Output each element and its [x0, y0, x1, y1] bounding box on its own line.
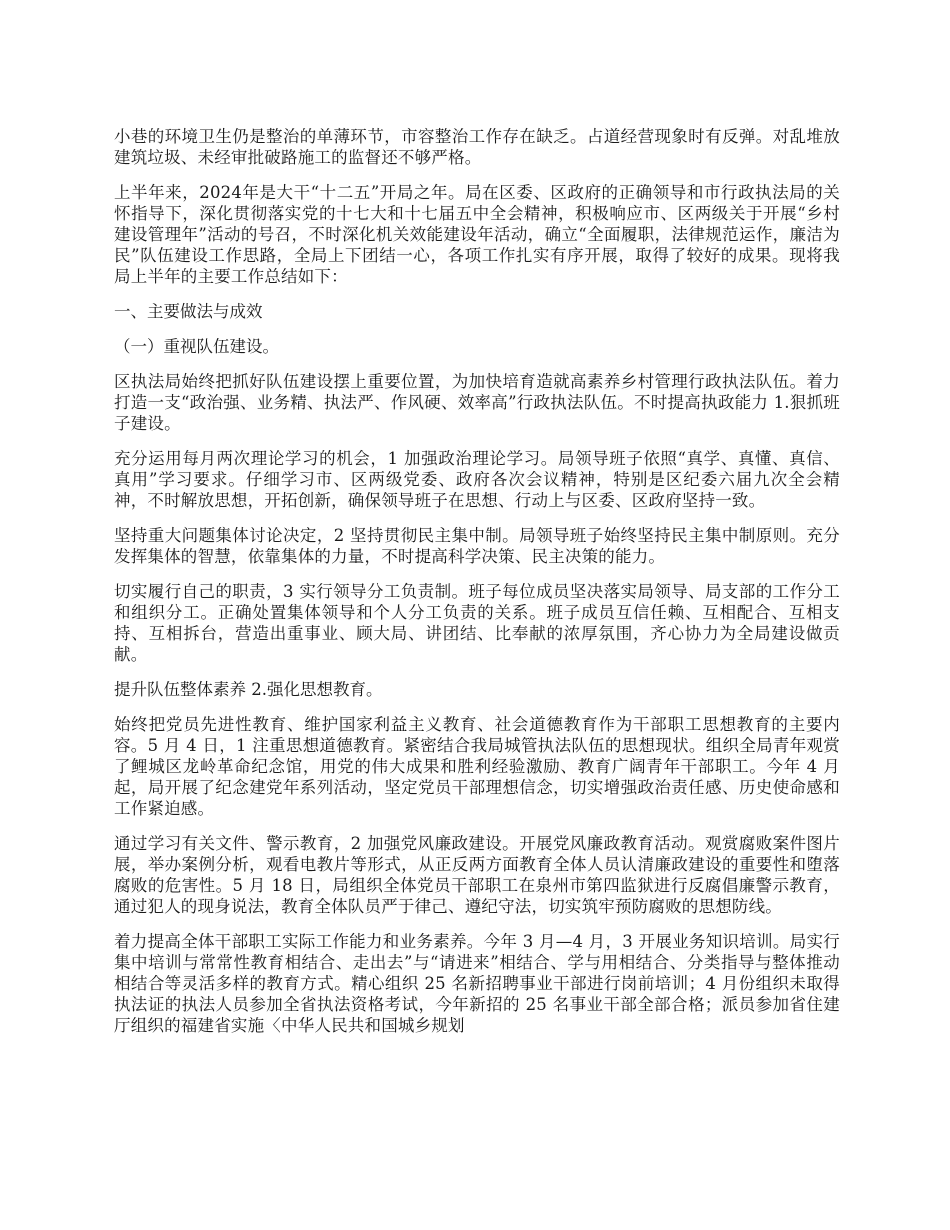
paragraph: 着力提高全体干部职工实际工作能力和业务素养。今年 3 月—4 月，3 开展业务知识培训。局实行集中培训与常常性教育相结合、走出去”与“请进来”相结合、学与用相结合、分类指导与整体推动相结合等灵活多样的教育方式。精心组织 25 名新招聘事业干部进行岗前培训；4 月份组织未取得执法证的执法人员参加全省执法资格考试，今年新招的 25 名事业干部全部合格；派员参加省住建厅组织的福建省实施〈中华人民共和国城乡规划: [114, 932, 840, 1035]
subsection-heading: （一）重视队伍建设。: [114, 337, 279, 356]
paragraph: 始终把党员先进性教育、维护国家利益主义教育、社会道德教育作为干部职工思想教育的主要内容。5 月 4 日，1 注重思想道德教育。紧密结合我局城管执法队伍的思想现状。组织全局青年观赏了鲤城区龙岭革命纪念馆，用党的伟大成果和胜利经验激励、教育广阔青年干部职工。今年 4 月起，局开展了纪念建党年系列活动，坚定党员干部理想信念，切实增强政治责任感、历史使命感和工作紧迫感。: [114, 715, 840, 818]
paragraph: 通过学习有关文件、警示教育，2 加强党风廉政建设。开展党风廉政教育活动。观赏腐败案件图片展，举办案例分析，观看电教片等形式，从正反两方面教育全体人员认清廉政建设的重要性和堕落腐败的危害性。5 月 18 日，局组织全体党员干部职工在泉州市第四监狱进行反腐倡廉警示教育，通过犯人的现身说法，教育全体队员严于律己、遵纪守法，切实筑牢预防腐败的思想防线。: [114, 834, 840, 916]
document-body: [114, 126, 840, 1050]
paragraph: 坚持重大问题集体讨论决定，2 坚持贯彻民主集中制。局领导班子始终坚持民主集中制原则。充分发挥集体的智慧，依靠集体的力量，不时提高科学决策、民主决策的能力。: [114, 526, 840, 566]
section-heading: 一、主要做法与成效: [114, 302, 263, 321]
paragraph: 区执法局始终把抓好队伍建设摆上重要位置，为加快培育造就高素养乡村管理行政执法队伍。着力打造一支“政治强、业务精、执法严、作风硬、效率高”行政执法队伍。不时提高执政能力 1.狠抓班子建设。: [114, 372, 840, 433]
paragraph: 充分运用每月两次理论学习的机会，1 加强政治理论学习。局领导班子依照“真学、真懂、真信、真用”学习要求。仔细学习市、区两级党委、政府各次会议精神，特别是区纪委六届九次全会精神，不时解放思想，开拓创新，确保领导班子在思想、行动上与区委、区政府坚持一致。: [114, 449, 840, 510]
subsection-heading: 提升队伍整体素养 2.强化思想教育。: [114, 680, 383, 699]
paragraph: 上半年来，2024年是大干“十二五”开局之年。局在区委、区政府的正确领导和市行政执法局的关怀指导下，深化贯彻落实党的十七大和十七届五中全会精神，积极响应市、区两级关于开展“乡村建设管理年”活动的号召，不时深化机关效能建设年活动，确立“全面履职，法律规范运作，廉洁为民”队伍建设工作思路，全局上下团结一心，各项工作扎实有序开展，取得了较好的成果。现将我局上半年的主要工作总结如下：: [114, 183, 840, 286]
paragraph: 切实履行自己的职责，3 实行领导分工负责制。班子每位成员坚决落实局领导、局支部的工作分工和组织分工。正确处置集体领导和个人分工负责的关系。班子成员互信任赖、互相配合、互相支持、互相拆台，营造出重事业、顾大局、讲团结、比奉献的浓厚氛围，齐心协力为全局建设做贡献。: [114, 582, 840, 664]
paragraph: 小巷的环境卫生仍是整治的单薄环节，市容整治工作存在缺乏。占道经营现象时有反弹。对乱堆放建筑垃圾、未经审批破路施工的监督还不够严格。: [114, 127, 840, 167]
